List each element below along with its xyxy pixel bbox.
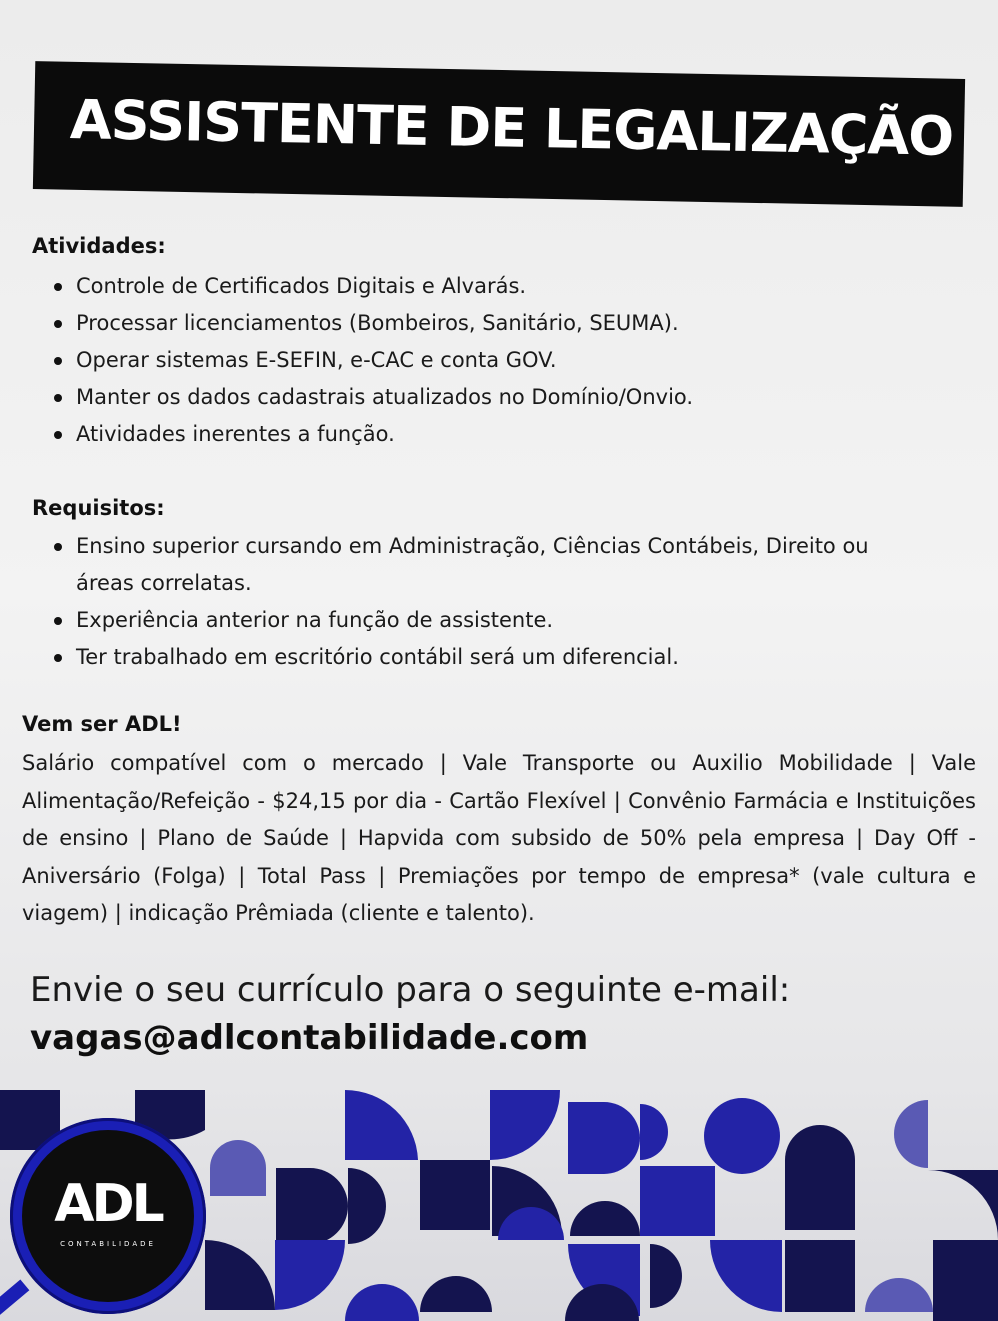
requirement-item: Ter trabalhado em escritório contábil será um diferencial.	[52, 639, 912, 676]
pattern-semi	[568, 1102, 640, 1174]
benefits-text: Salário compatível com o mercado | Vale Transporte ou Auxilio Mobilidade | Vale Alimentação/Refeição - $24,15 por dia - Cartão Flexível | Convênio Farmácia e Instituições de ensino | Plano de Saúde | Hapvida com subsido de 50% pela empresa | Day Off - Aniversário (Folga) | Total Pass | Premiações por tempo de empresa* (vale cultura e viagem) | indicação Prêmiada (cliente e talento).	[22, 751, 976, 925]
pattern-semi	[348, 1168, 386, 1244]
pattern-block	[420, 1160, 490, 1230]
requirements-list	[52, 528, 912, 676]
activity-item: Controle de Certificados Digitais e Alvarás.	[52, 268, 942, 305]
pattern-quarter	[710, 1240, 782, 1312]
pattern-half	[345, 1284, 419, 1321]
requirement-item: Experiência anterior na função de assistente.	[52, 602, 912, 639]
pattern-block	[785, 1160, 855, 1230]
pattern-half	[785, 1125, 855, 1160]
pattern-quarter	[205, 1240, 275, 1310]
activity-item: Manter os dados cadastrais atualizados no Domínio/Onvio.	[52, 379, 942, 416]
pattern-quarter	[345, 1090, 418, 1160]
activity-item: Operar sistemas E-SEFIN, e-CAC e conta GOV.	[52, 342, 942, 379]
page-title: ASSISTENTE DE LEGALIZAÇÃO	[69, 88, 954, 168]
pattern-dot	[704, 1098, 780, 1174]
logo-subtitle: CONTABILIDADE	[60, 1240, 156, 1248]
activity-item: Processar licenciamentos (Bombeiros, Sanitário, SEUMA).	[52, 305, 942, 342]
email-link[interactable]: vagas@adlcontabilidade.com	[30, 1018, 589, 1058]
cta-text: Envie o seu currículo para o seguinte e-mail:	[30, 970, 791, 1010]
requirement-item: Ensino superior cursando em Administração, Ciências Contábeis, Direito ou áreas correlatas.	[52, 528, 912, 602]
activities-list	[52, 268, 942, 453]
pattern-block	[933, 1240, 998, 1321]
pattern-half	[894, 1100, 928, 1168]
pattern-block	[785, 1240, 855, 1312]
pattern-quarter	[490, 1090, 560, 1160]
pattern-semi	[640, 1104, 668, 1160]
pattern-half	[650, 1244, 682, 1308]
pattern-half	[210, 1140, 266, 1196]
pattern-semi	[276, 1168, 348, 1244]
activity-item: Atividades inerentes a função.	[52, 416, 942, 453]
logo-text: ADL	[54, 1174, 162, 1234]
pattern-half	[865, 1278, 933, 1312]
benefits-heading: Vem ser ADL!	[22, 712, 182, 736]
pattern-quarter	[928, 1170, 998, 1240]
pattern-block	[640, 1166, 715, 1236]
pattern-half	[570, 1201, 640, 1236]
pattern-quarter	[275, 1240, 345, 1310]
activities-heading: Atividades:	[32, 234, 166, 258]
requirements-heading: Requisitos:	[32, 496, 165, 520]
pattern-half	[420, 1276, 492, 1312]
